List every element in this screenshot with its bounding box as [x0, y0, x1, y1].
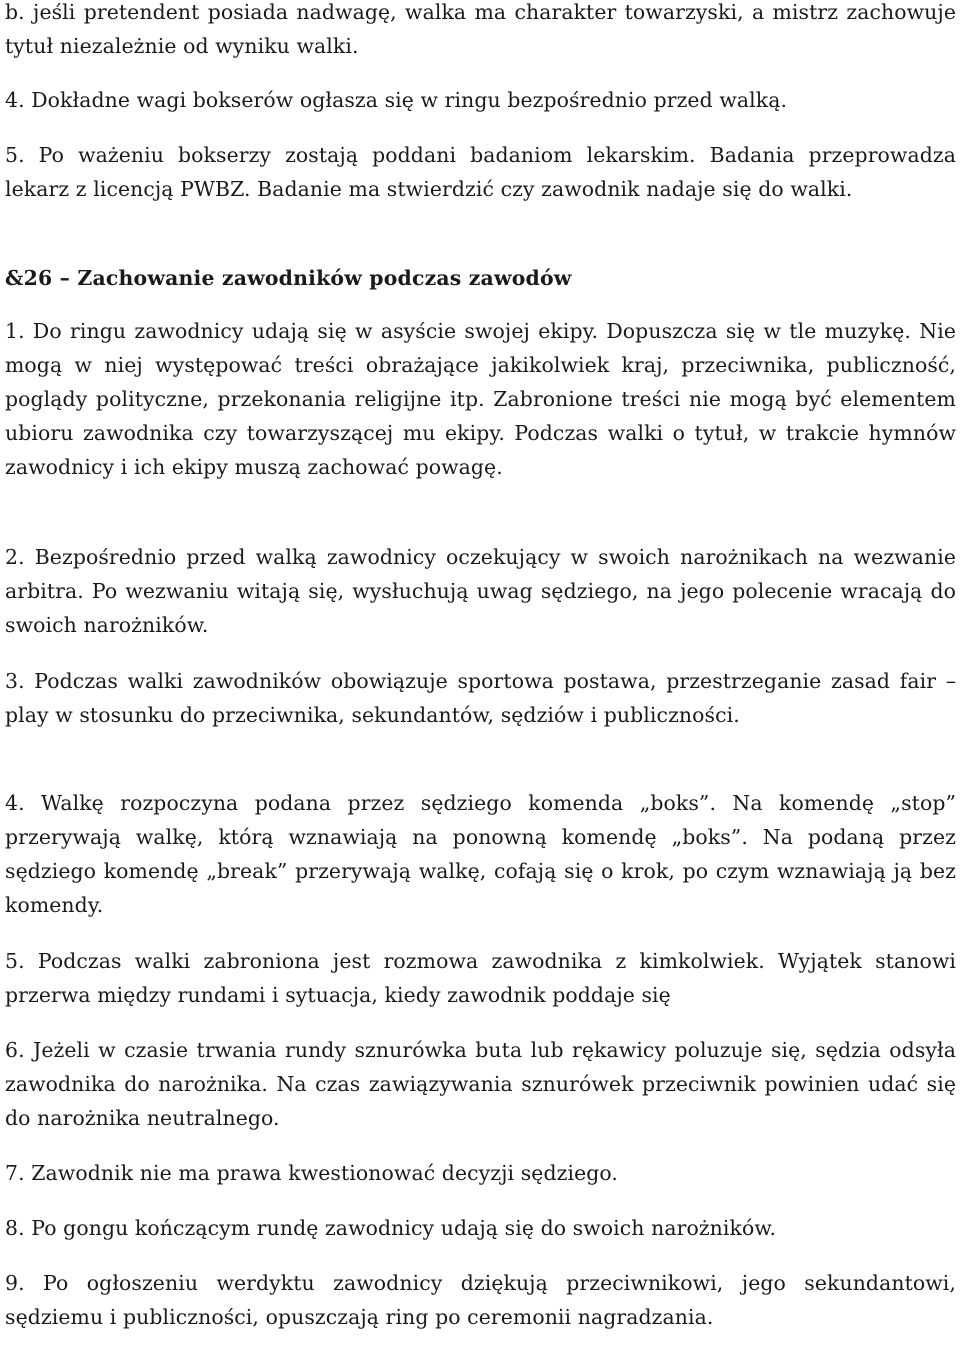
section-heading: &26 – Zachowanie zawodników podczas zawodów: [5, 266, 572, 290]
paragraph-3: 3. Podczas walki zawodników obowiązuje sportowa postawa, przestrzeganie zasad fair – play w stosunku do przeciwnika, sekundantów, sędziów i publiczności.: [5, 669, 956, 727]
paragraph-6: 6. Jeżeli w czasie trwania rundy sznurówka buta lub rękawicy poluzuje się, sędzia odsyła zawodnika do narożnika. Na czas zawiązywania sznurówek przeciwnik powinien udać się do narożnika neutralnego.: [5, 1038, 956, 1130]
paragraph-4-weights: 4. Dokładne wagi bokserów ogłasza się w ringu bezpośrednio przed walką.: [5, 88, 788, 112]
paragraph-9: 9. Po ogłoszeniu werdyktu zawodnicy dziękują przeciwnikowi, jego sekundantowi, sędziemu i publiczności, opuszczają ring po ceremonii nagradzania.: [5, 1271, 956, 1329]
paragraph-5-medical: 5. Po ważeniu bokserzy zostają poddani badaniom lekarskim. Badania przeprowadza lekarz z licencją PWBZ. Badanie ma stwierdzić czy zawodnik nadaje się do walki.: [5, 143, 956, 201]
paragraph-b: b. jeśli pretendent posiada nadwagę, walka ma charakter towarzyski, a mistrz zachowuje tytuł niezależnie od wyniku walki.: [5, 0, 956, 58]
paragraph-1: 1. Do ringu zawodnicy udają się w asyście swojej ekipy. Dopuszcza się w tle muzykę. Nie mogą w niej występować treści obrażające jakikolwiek kraj, przeciwnika, publiczność, poglądy polityczne, przekonania religijne itp. Zabronione treści nie mogą być elementem ubioru zawodnika czy towarzyszącej mu ekipy. Podczas walki o tytuł, w trakcie hymnów zawodnicy i ich ekipy muszą zachować powagę.: [5, 319, 956, 479]
paragraph-4: 4. Walkę rozpoczyna podana przez sędziego komenda „boks”. Na komendę „stop” przerywają walkę, którą wznawiają na ponowną komendę „boks”. Na podaną przez sędziego komendę „break” przerywają walkę, cofają się o krok, po czym wznawiają ją bez komendy.: [5, 791, 956, 917]
paragraph-2: 2. Bezpośrednio przed walką zawodnicy oczekujący w swoich narożnikach na wezwanie arbitra. Po wezwaniu witają się, wysłuchują uwag sędziego, na jego polecenie wracają do swoich narożników.: [5, 545, 956, 637]
paragraph-7: 7. Zawodnik nie ma prawa kwestionować decyzji sędziego.: [5, 1161, 619, 1185]
paragraph-5: 5. Podczas walki zabroniona jest rozmowa zawodnika z kimkolwiek. Wyjątek stanowi przerwa między rundami i sytuacja, kiedy zawodnik poddaje się: [5, 949, 956, 1007]
paragraph-8: 8. Po gongu kończącym rundę zawodnicy udają się do swoich narożników.: [5, 1216, 777, 1240]
